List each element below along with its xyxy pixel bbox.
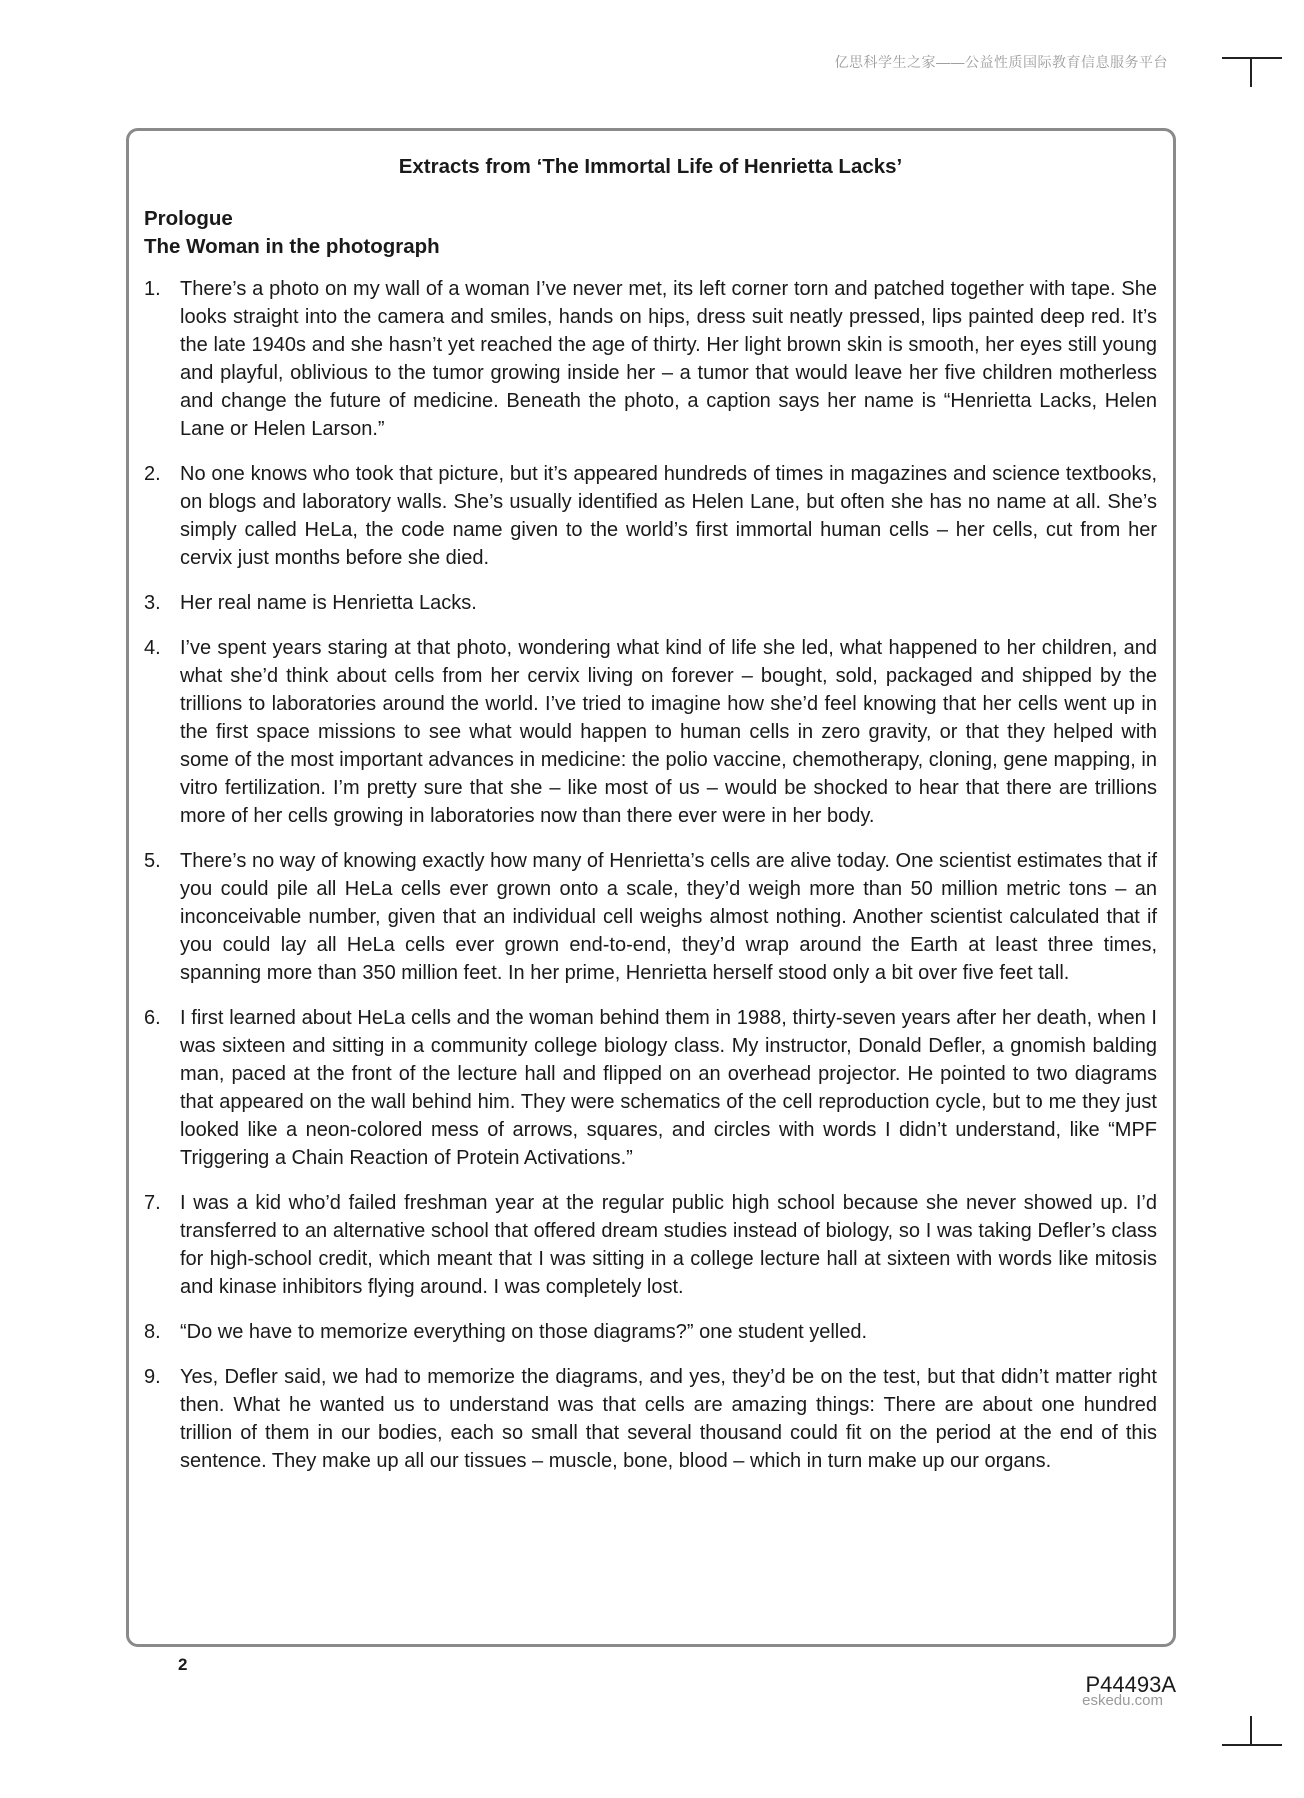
paragraph-number: 3. — [144, 592, 161, 614]
paragraph-number: 1. — [144, 278, 161, 300]
paragraph-number: 5. — [144, 850, 161, 872]
paragraph-number: 4. — [144, 637, 161, 659]
paragraph-list — [144, 275, 1157, 1475]
paragraph-number: 6. — [144, 1007, 161, 1029]
paragraph-number: 8. — [144, 1321, 161, 1343]
crop-mark-bottom-h — [1222, 1744, 1282, 1746]
paragraph-text: Her real name is Henrietta Lacks. — [180, 592, 477, 614]
paragraph-item — [144, 275, 1157, 443]
paragraph-item — [144, 634, 1157, 830]
document-title: Extracts from ‘The Immortal Life of Henrietta Lacks’ — [398, 155, 903, 178]
paragraph-item — [144, 1189, 1157, 1301]
paragraph-item — [144, 1363, 1157, 1475]
paragraph-number: 9. — [144, 1366, 161, 1388]
paragraph-item — [144, 847, 1157, 987]
paragraph-text: I first learned about HeLa cells and the woman behind them in 1988, thirty-seven years after her death, when I was sixteen and sitting in a community college biology class. My instructor, Donald Defler, a gnomish balding man, paced at the front of the lecture hall and flipped on an overhead projector. He pointed to two diagrams that appeared on the wall behind him. They were schematics of the cell reproduction cycle, but to me they just looked like a neon-colored mess of arrows, squares, and circles with words I didn’t understand, like “MPF Triggering a Chain Reaction of Protein Activations.” — [180, 1007, 1157, 1169]
footer-watermark: eskedu.com — [1082, 1692, 1163, 1709]
paragraph-text: “Do we have to memorize everything on those diagrams?” one student yelled. — [180, 1321, 868, 1343]
paragraph-number: 7. — [144, 1192, 161, 1214]
document-code: P44493A — [1085, 1672, 1176, 1697]
paragraph-text: I was a kid who’d failed freshman year at the regular public high school because she never showed up. I’d transferred to an alternative school that offered dream studies instead of biology, so I was taking Defler’s class for high-school credit, which meant that I was sitting in a college lecture hall at sixteen with words like mitosis and kinase inhibitors flying around. I was completely lost. — [180, 1192, 1157, 1298]
crop-mark-top-h — [1222, 57, 1282, 59]
crop-mark-top-v — [1250, 57, 1252, 87]
extract-frame — [126, 128, 1176, 1647]
chapter-subheading: The Woman in the photograph — [144, 235, 440, 258]
paragraph-item — [144, 1004, 1157, 1172]
page-number: 2 — [178, 1655, 188, 1674]
paragraph-text: Yes, Defler said, we had to memorize the diagrams, and yes, they’d be on the test, but that didn’t matter right then. What he wanted us to understand was that cells are amazing things: There are about one hundred trillion of them in our bodies, each so small that several thousand could fit on the period at the end of this sentence. They make up all our tissues – muscle, bone, blood – which in turn make up our organs. — [180, 1366, 1157, 1472]
paragraph-text: No one knows who took that picture, but it’s appeared hundreds of times in magazines and science textbooks, on blogs and laboratory walls. She’s usually identified as Helen Lane, but often she has no name at all. She’s simply called HeLa, the code name given to the world’s first immortal human cells – her cells, cut from her cervix just months before she died. — [180, 463, 1157, 569]
paragraph-item — [144, 589, 1157, 617]
paragraph-text: There’s a photo on my wall of a woman I’ve never met, its left corner torn and patched together with tape. She looks straight into the camera and smiles, hands on hips, dress suit neatly pressed, lips painted deep red. It’s the late 1940s and she hasn’t yet reached the age of thirty. Her light brown skin is smooth, her eyes still young and playful, oblivious to the tumor growing inside her – a tumor that would leave her five children motherless and change the future of medicine. Beneath the photo, a caption says her name is “Henrietta Lacks, Helen Lane or Helen Larson.” — [180, 278, 1157, 440]
paragraph-item — [144, 460, 1157, 572]
crop-mark-bottom-v — [1250, 1716, 1252, 1746]
paragraph-text: There’s no way of knowing exactly how many of Henrietta’s cells are alive today. One scientist estimates that if you could pile all HeLa cells ever grown onto a scale, they’d weigh more than 50 million metric tons – an inconceivable number, given that an individual cell weighs almost nothing. Another scientist calculated that if you could lay all HeLa cells ever grown end-to-end, they’d wrap around the Earth at least three times, spanning more than 350 million feet. In her prime, Henrietta herself stood only a bit over five feet tall. — [180, 850, 1157, 984]
header-watermark: 亿思科学生之家——公益性质国际教育信息服务平台 — [834, 54, 1168, 70]
paragraph-number: 2. — [144, 463, 161, 485]
paragraph-text: I’ve spent years staring at that photo, wondering what kind of life she led, what happened to her children, and what she’d think about cells from her cervix living on forever – bought, sold, packaged and shipped by the trillions to laboratories around the world. I’ve tried to imagine how she’d feel knowing that her cells went up in the first space missions to see what would happen to human cells in zero gravity, or that they helped with some of the most important advances in medicine: the polio vaccine, chemotherapy, cloning, gene mapping, in vitro fertilization. I’m pretty sure that she – like most of us – would be shocked to hear that there are trillions more of her cells growing in laboratories now than there ever were in her body. — [180, 637, 1157, 827]
paragraph-item — [144, 1318, 1157, 1346]
prologue-heading: Prologue — [144, 207, 233, 230]
